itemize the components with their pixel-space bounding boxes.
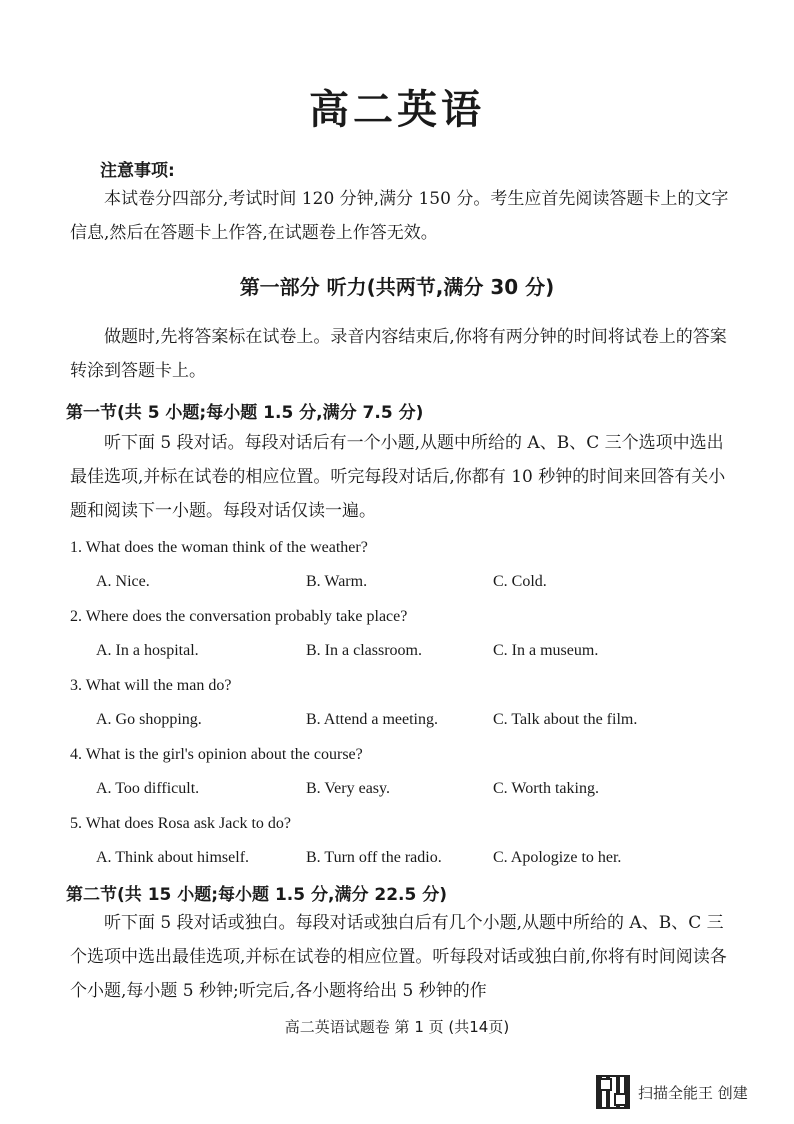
option-c: C. In a museum. <box>493 642 599 659</box>
option-c: C. Worth taking. <box>493 780 599 797</box>
notice-heading: 注意事项: <box>100 161 175 181</box>
section2-instructions: 听下面 5 段对话或独白。每段对话或独白后有几个小题,从题中所给的 A、B、C 三个选项中选出最佳选项,并标在试卷的相应位置。听每段对话或独白前,你将有时间阅读各个小题,每小题 5 秒钟;听完后,各小题将给出 5 秒钟的作 <box>70 913 727 1001</box>
notice-text: 本试卷分四部分,考试时间 120 分钟,满分 150 分。考生应首先阅读答题卡上的文字信息,然后在答题卡上作答,在试题卷上作答无效。 <box>70 189 729 243</box>
option-a: A. Nice. <box>96 573 150 590</box>
question-options <box>96 849 736 873</box>
section1-heading: 第一节(共 5 小题;每小题 1.5 分,满分 7.5 分) <box>66 403 424 423</box>
option-b: B. Warm. <box>306 573 368 590</box>
section2-heading: 第二节(共 15 小题;每小题 1.5 分,满分 22.5 分) <box>66 885 448 905</box>
option-c: C. Apologize to her. <box>493 849 622 866</box>
page-footer: 高二英语试题卷 第 1 页 (共14页) <box>284 1018 510 1036</box>
question-stem: 1. What does the woman think of the weather? <box>70 539 368 556</box>
question-options <box>96 711 736 735</box>
option-a: A. In a hospital. <box>96 642 199 659</box>
question-stem: 3. What will the man do? <box>70 677 232 694</box>
question-options <box>96 642 736 666</box>
option-a: A. Go shopping. <box>96 711 202 728</box>
option-a: A. Too difficult. <box>96 780 200 797</box>
question-stem: 5. What does Rosa ask Jack to do? <box>70 815 291 832</box>
option-b: B. Turn off the radio. <box>306 849 442 866</box>
option-a: A. Think about himself. <box>96 849 250 866</box>
page-title: 高二英语 <box>309 87 485 133</box>
watermark-text: 扫描全能王 创建 <box>638 1083 748 1102</box>
option-b: B. Very easy. <box>306 780 390 797</box>
question-stem: 2. Where does the conversation probably take place? <box>70 608 408 625</box>
qr-code-icon <box>596 1075 630 1109</box>
section1-instructions: 听下面 5 段对话。每段对话后有一个小题,从题中所给的 A、B、C 三个选项中选出最佳选项,并标在试卷的相应位置。听完每段对话后,你都有 10 秒钟的时间来回答有关小题和阅读下一小题。每段对话仅读一遍。 <box>70 433 726 521</box>
question-options <box>96 780 736 804</box>
option-c: C. Talk about the film. <box>493 711 638 728</box>
question-options <box>96 573 736 597</box>
part1-instructions: 做题时,先将答案标在试卷上。录音内容结束后,你将有两分钟的时间将试卷上的答案转涂到答题卡上。 <box>70 327 727 381</box>
scanner-watermark <box>596 1074 748 1110</box>
option-b: B. Attend a meeting. <box>306 711 438 728</box>
question-stem: 4. What is the girl's opinion about the course? <box>70 746 363 763</box>
part1-title: 第一部分 听力(共两节,满分 30 分) <box>239 275 555 299</box>
option-b: B. In a classroom. <box>306 642 422 659</box>
option-c: C. Cold. <box>493 573 547 590</box>
